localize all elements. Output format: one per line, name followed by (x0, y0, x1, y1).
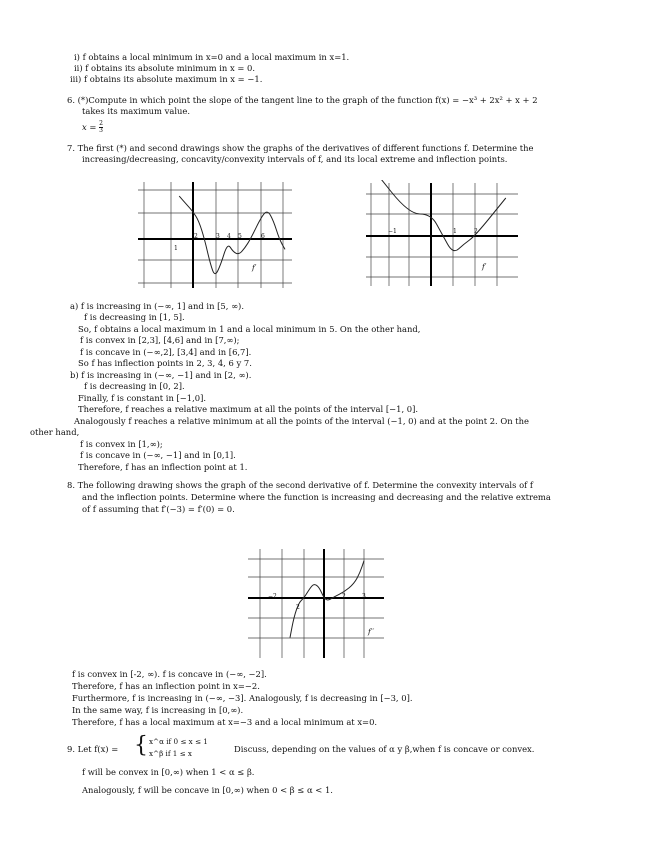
question-7-line1: 7. The first (*) and second drawings show the graphs of the derivatives of different functions f. Determine the (67, 143, 534, 153)
piecewise-case-2: x^β if 1 ≤ x (149, 749, 192, 758)
question-6-line2: takes its maximum value. (82, 106, 191, 116)
figure-1-derivative-graph (136, 178, 294, 290)
question-8-line1: 8. The following drawing shows the graph of the second derivative of f. Determine the convexity intervals of f (67, 480, 533, 490)
figure-3-extra-tick: 2 (296, 604, 300, 611)
answer-a-line3: So, f obtains a local maximum in 1 and a local minimum in 5. On the other hand, (78, 324, 421, 334)
answer-9-line2: Analogously, f will be concave in [0,∞) when 0 < β ≤ α < 1. (82, 785, 333, 795)
fig1-tick-label: 5 (238, 233, 242, 240)
figure-2-curve (374, 180, 506, 251)
question-9-prefix: 9. Let f(x) = (67, 744, 119, 754)
question-9-text: Discuss, depending on the values of α y β,when f is concave or convex. (234, 744, 535, 754)
fig1-tick-label: 1 (174, 245, 178, 252)
question-8-line3: of f assuming that f′(−3) = f′(0) = 0. (82, 504, 235, 514)
question-6-line1: 6. (*)Compute in which point the slope of the tangent line to the graph of the function f(x) = −x³ + 2x² + x + 2 (67, 95, 538, 105)
fig3-tick-label: 3 (362, 593, 366, 600)
answer-8-line1: f is convex in [-2, ∞). f is concave in (−∞, −2]. (72, 669, 267, 679)
answer-a-line2: f is decreasing in [1, 5]. (84, 312, 185, 322)
figure-3-label: f′′ (368, 627, 375, 636)
figure-3-second-derivative-graph (246, 546, 386, 660)
answer-b-line2: f is decreasing in [0, 2]. (84, 381, 185, 391)
answer-b-line4: Therefore, f reaches a relative maximum at all the points of the interval [−1, 0]. (78, 404, 419, 414)
piecewise-brace: { (134, 733, 148, 758)
figure-3-curve (290, 561, 364, 638)
fig3-tick-label: 2 (342, 593, 346, 600)
answer-b-line5: Analogously f reaches a relative minimum at all the points of the interval (−1, 0) and at the point 2. On the (74, 416, 530, 426)
fig1-tick-label: 2 (194, 233, 198, 240)
piecewise-case-1: x^α if 0 ≤ x ≤ 1 (149, 737, 208, 746)
answer-b-line9: Therefore, f has an inflection point at 1. (78, 462, 248, 472)
fig2-tick-label: 1 (453, 228, 457, 235)
fig2-tick-label: 2 (474, 228, 478, 235)
figure-2-derivative-graph (364, 180, 520, 288)
item-iii: iii) f obtains its absolute maximum in x = −1. (70, 74, 263, 84)
figure-1-label: f′ (252, 263, 257, 272)
answer-a-line5: f is concave in (−∞,2], [3,4] and in [6,7]. (80, 347, 252, 357)
answer-b-line6: other hand, (30, 427, 80, 437)
fig1-tick-label: 4 (227, 233, 231, 240)
fig3-tick-label: −2 (268, 593, 277, 600)
answer-8-line3: Furthermore, f is increasing in (−∞, −3]. Analogously, f is decreasing in [−3, 0]. (72, 693, 413, 703)
answer-8-line4: In the same way, f is increasing in [0,∞). (72, 705, 244, 715)
answer-a-line4: f is convex in [2,3], [4,6] and in [7,∞); (80, 335, 240, 345)
answer-8-line2: Therefore, f has an inflection point in x=−2. (72, 681, 260, 691)
answer-a-line6: So f has inflection points in 2, 3, 4, 6 y 7. (78, 358, 252, 368)
figure-2-label: f′ (482, 262, 487, 271)
fig1-tick-label: 6 (261, 233, 265, 240)
item-ii: ii) f obtains its absolute minimum in x = 0. (74, 63, 256, 73)
answer-a-line1: a) f is increasing in (−∞, 1] and in [5, ∞). (70, 301, 244, 311)
question-6-answer: x = $\frac{2}{3}$ (82, 120, 103, 134)
answer-b-line7: f is convex in [1,∞); (80, 439, 163, 449)
item-i: i) f obtains a local minimum in x=0 and a local maximum in x=1. (74, 52, 350, 62)
fig2-tick-label: −1 (388, 228, 397, 235)
answer-b-line8: f is concave in (−∞, −1] and in [0,1]. (80, 450, 236, 460)
answer-b-line1: b) f is increasing in (−∞, −1] and in [2, ∞). (70, 370, 252, 380)
answer-8-line5: Therefore, f has a local maximum at x=−3 and a local minimum at x=0. (72, 717, 378, 727)
answer-fraction: $\frac{2}{3}$ (99, 120, 103, 134)
question-8-line2: and the inflection points. Determine where the function is increasing and decreasing and the relative extrema (82, 492, 551, 502)
fig1-tick-label: 3 (216, 233, 220, 240)
answer-b-line3: Finally, f is constant in [−1,0]. (78, 393, 207, 403)
answer-9-line1: f will be convex in [0,∞) when 1 < α ≤ β. (82, 767, 255, 777)
question-7-line2: increasing/decreasing, concavity/convexity intervals of f, and its local extreme and inflection points. (82, 154, 508, 164)
